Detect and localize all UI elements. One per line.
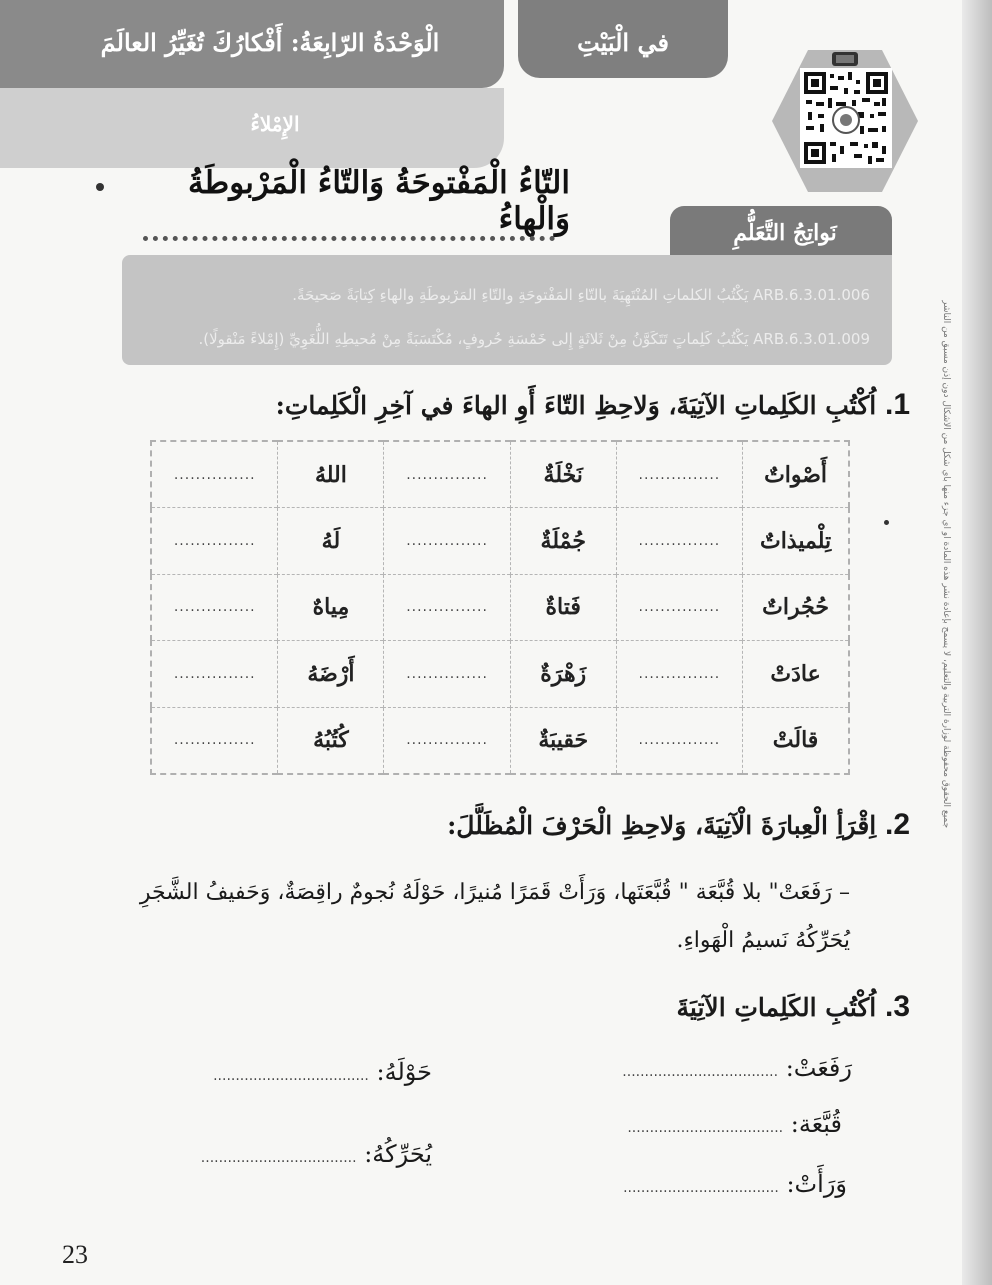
question-text: اُكْتُبِ الكَلِماتِ الآتِيَةَ	[676, 993, 877, 1022]
table-blank-cell[interactable]: ...............	[616, 707, 742, 774]
lesson-type-label: الإِمْلاءُ	[250, 112, 300, 136]
table-row	[151, 641, 849, 707]
answer-blank[interactable]: ...................................	[623, 1180, 779, 1196]
table-blank-cell[interactable]: ...............	[616, 641, 742, 707]
question-3-title	[600, 990, 910, 1024]
table-blank-cell[interactable]: ...............	[151, 641, 278, 707]
table-blank-cell[interactable]: ...............	[384, 641, 510, 707]
outcome-item: ARB.6.3.01.009 يَكْتُبُ كَلِماتٍ تَتَكَوَّنُ مِنْ ثَلاثَةٍ إِلى خَمْسَةِ حُروفٍ، مُكْتَسَبَةً مِنْ مُحيطِهِ اللُّغَوِيِّ (إِمْلاءً مَنْقولًا).	[198, 330, 870, 348]
table-word-cell: حُجُراتٌ	[743, 574, 849, 640]
question-text: اُكْتُبِ الكَلِماتِ الآتِيَةَ، وَلاحِظِ التّاءَ أَوِ الهاءَ في آخِرِ الْكَلِماتِ:	[275, 391, 877, 420]
write-item	[213, 1058, 432, 1086]
table-word-cell: تِلْميذاتٌ	[743, 508, 849, 574]
write-word: يُحَرِّكُهُ:	[364, 1140, 432, 1168]
table-word-cell: أَرْضَهُ	[278, 641, 384, 707]
write-item	[201, 1140, 432, 1168]
table-word-cell: مِياهٌ	[278, 574, 384, 640]
qr-code-icon[interactable]	[770, 46, 920, 196]
question-text: اِقْرَأِ الْعِبارَةَ الْآتِيَةَ، وَلاحِظِ الْحَرْفَ الْمُظَلَّلَ:	[447, 811, 877, 840]
question-number: 2.	[884, 808, 910, 841]
answer-blank[interactable]: ...................................	[200, 1150, 357, 1166]
table-row	[151, 707, 849, 774]
words-table	[150, 440, 850, 775]
copyright-side-note: جميع الحقوق محفوظة لوزارة التربية والتعليم، لا يسمح بإعادة نشر هذه المادة أو أي جزء منها بأي شكل من الأشكال دون إذن مسبق من الناشر	[941, 300, 951, 829]
table-blank-cell[interactable]: ...............	[616, 574, 742, 640]
question-number: 1.	[884, 388, 910, 421]
table-word-cell: لَهُ	[278, 508, 384, 574]
table-row	[151, 508, 849, 574]
table-word-cell: نَخْلَةٌ	[510, 441, 616, 508]
write-word: وَرَأَتْ:	[786, 1170, 847, 1198]
write-item	[623, 1170, 847, 1198]
table-row	[151, 441, 849, 508]
margin-dot	[884, 520, 889, 525]
question-number: 3.	[884, 990, 910, 1023]
write-word: قُبَّعَة:	[790, 1110, 842, 1138]
write-item	[627, 1110, 842, 1138]
table-blank-cell[interactable]: ...............	[151, 441, 278, 508]
dotted-divider	[143, 236, 555, 241]
unit-title: الْوَحْدَةُ الرّابِعَةُ: أَفْكارُكَ تُغَيِّرُ العالَمَ	[100, 28, 440, 57]
page-edge	[962, 0, 992, 1285]
table-blank-cell[interactable]: ...............	[384, 707, 510, 774]
answer-blank[interactable]: ...................................	[622, 1064, 779, 1080]
table-word-cell: قالَتْ	[743, 707, 849, 774]
write-word: رَفَعَتْ:	[785, 1054, 852, 1082]
write-item	[622, 1054, 852, 1082]
table-blank-cell[interactable]: ...............	[151, 508, 278, 574]
question-1-title	[270, 388, 910, 422]
outcomes-box	[122, 255, 892, 365]
passage-line-2: يُحَرِّكُهُ نَسيمُ الْهَواءِ.	[676, 928, 850, 953]
page-number: 23	[62, 1240, 88, 1269]
passage-line-1: – رَفَعَتْ" بلا قُبَّعَة " قُبَّعَتَها، وَرَأَتْ قَمَرًا مُنيرًا، حَوْلَهُ نُجومٌ راقِصَةٌ، وَحَفيفُ الشَّجَرِ	[139, 880, 850, 905]
table-word-cell: جُمْلَةٌ	[510, 508, 616, 574]
table-blank-cell[interactable]: ...............	[384, 508, 510, 574]
table-blank-cell[interactable]: ...............	[616, 508, 742, 574]
outcome-item: ARB.6.3.01.006 يَكْتُبُ الكلماتِ المُنْتَهِيَةَ بالتّاءِ المَفْتوحَةِ والتّاءِ المَرْبوطَةِ والهاءِ كِتابَةً صَحيحَةً.	[292, 286, 870, 304]
table-word-cell: حَقيبَةٌ	[510, 707, 616, 774]
table-word-cell: أَصْواتٌ	[743, 441, 849, 508]
table-word-cell: كُتُبُهُ	[278, 707, 384, 774]
table-blank-cell[interactable]: ...............	[384, 574, 510, 640]
answer-blank[interactable]: ...................................	[213, 1068, 369, 1084]
table-word-cell: اللهُ	[278, 441, 384, 508]
table-blank-cell[interactable]: ...............	[384, 441, 510, 508]
answer-blank[interactable]: ...................................	[627, 1120, 784, 1136]
outcomes-label: نَواتِجُ التَّعَلُّمِ	[733, 220, 837, 246]
write-word: حَوْلَهُ:	[376, 1058, 432, 1086]
table-word-cell: زَهْرَةٌ	[510, 641, 616, 707]
table-blank-cell[interactable]: ...............	[151, 707, 278, 774]
lesson-title: التّاءُ الْمَفْتوحَةُ وَالتّاءُ الْمَرْبوطَةُ وَالْهاءُ	[187, 165, 570, 237]
table-blank-cell[interactable]: ...............	[616, 441, 742, 508]
table-word-cell: عادَتْ	[743, 641, 849, 707]
table-blank-cell[interactable]: ...............	[151, 574, 278, 640]
table-word-cell: فَتاةٌ	[510, 574, 616, 640]
bullet-dot	[96, 183, 104, 191]
table-row	[151, 574, 849, 640]
home-label: في الْبَيْتِ	[577, 28, 669, 57]
question-2-title	[400, 808, 910, 842]
